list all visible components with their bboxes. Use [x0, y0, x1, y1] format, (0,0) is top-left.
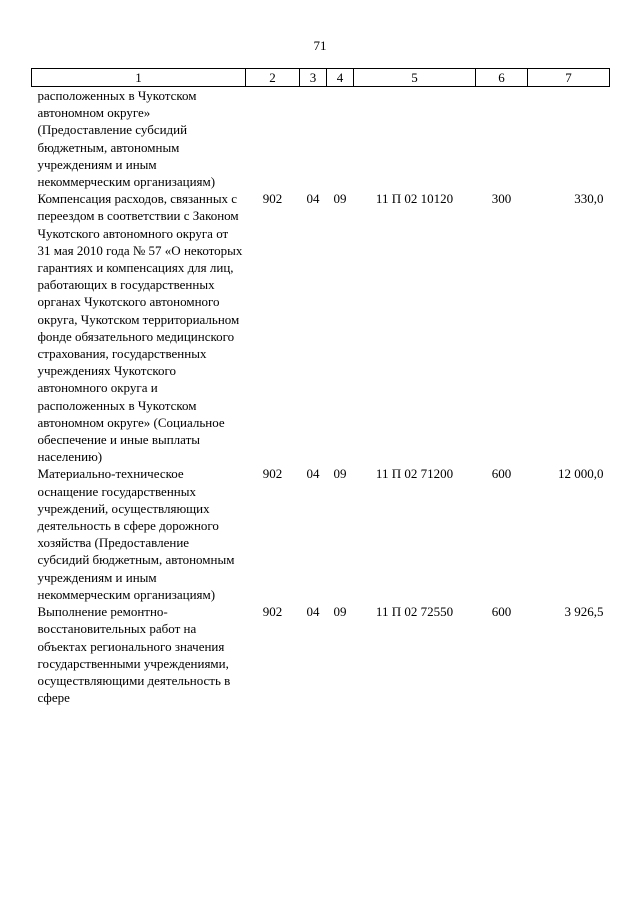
table-row — [32, 603, 610, 706]
row-target-article: 11 П 02 71200 — [375, 466, 454, 482]
header-col-5: 5 — [354, 69, 476, 87]
row-target-article: 11 П 02 10120 — [375, 191, 454, 207]
row-expense-type — [476, 87, 528, 191]
row-amount: 12 000,0 — [558, 466, 604, 482]
row-ministry-code: 902 — [262, 466, 283, 482]
row-subsection: 09 — [333, 466, 347, 482]
row-section: 04 — [306, 466, 320, 482]
header-col-2: 2 — [246, 69, 300, 87]
row-subsection — [327, 87, 354, 191]
row-description: расположенных в Чукотском автономном округе» (Предоставление субсидий бюджетным, автономным учреждениям и иным некоммерческим организациям) — [37, 88, 216, 190]
header-col-7: 7 — [528, 69, 610, 87]
row-section — [300, 87, 327, 191]
row-ministry-code — [246, 87, 300, 191]
table-row — [32, 190, 610, 465]
header-row — [32, 69, 610, 87]
row-subsection: 09 — [333, 604, 347, 620]
row-description: Материально-техническое оснащение государственных учреждений, осуществляющих деятельность в сфере дорожного хозяйства (Предоставление субсидий бюджетным, автономным учреждениям и иным некоммерческим организациям) — [37, 466, 235, 602]
row-ministry-code: 902 — [262, 604, 283, 620]
row-expense-type: 600 — [491, 604, 512, 620]
row-amount: 3 926,5 — [564, 604, 604, 620]
table-row — [32, 87, 610, 191]
row-description: Выполнение ремонтно-восстановительных работ на объектах регионального значения государственными учреждениями, осуществляющими деятельность в сфере — [37, 604, 231, 706]
row-expense-type: 300 — [491, 191, 512, 207]
row-target-article — [354, 87, 476, 191]
budget-table — [31, 68, 610, 706]
header-col-1: 1 — [32, 69, 246, 87]
row-amount — [528, 87, 610, 191]
header-col-6: 6 — [476, 69, 528, 87]
header-col-3: 3 — [300, 69, 327, 87]
page-number: 71 — [313, 38, 327, 53]
row-description: Компенсация расходов, связанных с переездом в соответствии с Законом Чукотского автономного округа от 31 мая 2010 года № 57 «О некоторых гарантиях и компенсациях для лиц, работающих в государственных органах Чукотского автономного округа, Чукотском территориальном фонде обязательного медицинского страхования, государственных учреждениях Чукотского автономного округа и расположенных в Чукотском автономном округе» (Социальное обеспечение и иные выплаты населению) — [37, 191, 243, 465]
header-col-4: 4 — [327, 69, 354, 87]
row-amount: 330,0 — [574, 191, 604, 207]
row-target-article: 11 П 02 72550 — [375, 604, 454, 620]
row-ministry-code: 902 — [262, 191, 283, 207]
row-section: 04 — [306, 191, 320, 207]
row-subsection: 09 — [333, 191, 347, 207]
table-row — [32, 465, 610, 603]
row-expense-type: 600 — [491, 466, 512, 482]
row-section: 04 — [306, 604, 320, 620]
